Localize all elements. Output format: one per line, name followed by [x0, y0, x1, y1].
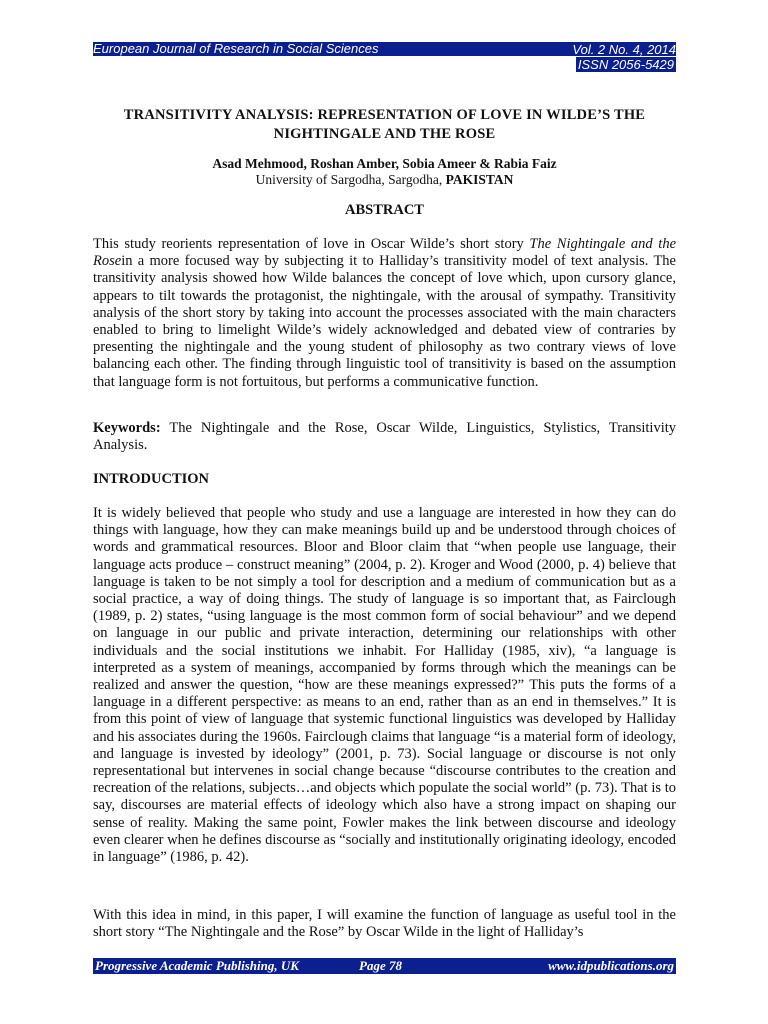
abstract-paragraph [93, 236, 676, 391]
abstract-story-title: The Nightingale and the Rose [93, 236, 677, 270]
footer-page-number: Page 78 [359, 958, 402, 973]
journal-name: European Journal of Research in Social Sciences [93, 41, 379, 56]
affiliation [93, 172, 676, 188]
abstract-text-end: in a more focused way by subjecting it to Halliday’s transitivity model of text analysis. The transitivity analysis showed how Wilde balances the concept of love which, upon cursory glance, appears to tilt towards the protagonist, the nightingale, with the arousal of sympathy. Transitivity analysis of the short story by taking into account the processes associated with the main characters enabled to bring to limelight Wilde’s widely acknowledged and debated view of contraries by presenting the nightingale and the young student of philosophy as two contrary views of love balancing each other. The finding through linguistic tool of transitivity is based on the assumption that language form is not fortuitous, but performs a communicative function. [93, 253, 676, 390]
footer-website[interactable]: www.idpublications.org [548, 958, 674, 973]
journal-volume-block [572, 42, 676, 72]
keywords-text: The Nightingale and the Rose, Oscar Wilde, Linguistics, Stylistics, Transitivity Analysis. [93, 420, 676, 454]
authors: Asad Mehmood, Roshan Amber, Sobia Ameer & Rabia Faiz [212, 156, 557, 171]
footer-publisher: Progressive Academic Publishing, UK [95, 958, 299, 973]
abstract-text-start: This study reorients representation of love in Oscar Wilde’s short story [93, 236, 530, 252]
volume-info: Vol. 2 No. 4, 2014 [572, 42, 676, 57]
abstract-heading: ABSTRACT [345, 202, 424, 218]
introduction-paragraph-1: It is widely believed that people who study and use a language are interested in how they can do things with language, how they can make meanings build up and be understood through choices of words and grammatical resources. Bloor and Bloor claim that “when people use language, their language acts produce – construct meaning” (2004, p. 2). Kroger and Wood (2000, p. 4) believe that language is taken to be not simply a tool for description and a medium of communication but as a social practice, a way of doing things. The study of language is so important that, as Fairclough (1989, p. 2) states, “using language is the most common form of social behaviour” and we depend on language in our public and private interaction, determining our relationships with other individuals and the social institutions we inhabit. For Halliday (1985, xiv), “a language is interpreted as a system of meanings, accompanied by forms through which the meanings can be realized and answer the question, “how are these meanings expressed?” This puts the forms of a language in a different perspective: as means to an end, rather than as an end in themselves.” It is from this point of view of language that systemic functional linguistics was developed by Halliday and his associates during the 1960s. Fairclough claims that language “is a material form of ideology, and language is invested by ideology” (2001, p. 73). Social language or discourse is not only representational but intervenes in social change because “discourse contributes to the creation and recreation of the relations, subjects…and objects which populate the social world” (p. 73). That is to say, discourses are material effects of ideology which also have a strong impact on shaping our sense of reality. Making the same point, Fowler makes the link between discourse and ideology even clearer when he defines discourse as “socially and institutionally originating ideology, encoded in language” (1986, p. 42). [93, 505, 676, 866]
paper-title: TRANSITIVITY ANALYSIS: REPRESENTATION OF LOVE IN WILDE’S THE NIGHTINGALE AND THE ROSE [123, 107, 646, 142]
introduction-paragraph-2: With this idea in mind, in this paper, I will examine the function of language as useful tool in the short story “The Nightingale and the Rose” by Oscar Wilde in the light of Halliday’s [93, 907, 676, 941]
issn: ISSN 2056-5429 [577, 57, 674, 72]
keywords-paragraph [93, 420, 676, 454]
affiliation-text: University of Sargodha, Sargodha, [255, 172, 443, 187]
keywords-label: Keywords: [93, 420, 161, 436]
introduction-heading: INTRODUCTION [93, 471, 210, 487]
affiliation-country: PAKISTAN [445, 172, 514, 187]
